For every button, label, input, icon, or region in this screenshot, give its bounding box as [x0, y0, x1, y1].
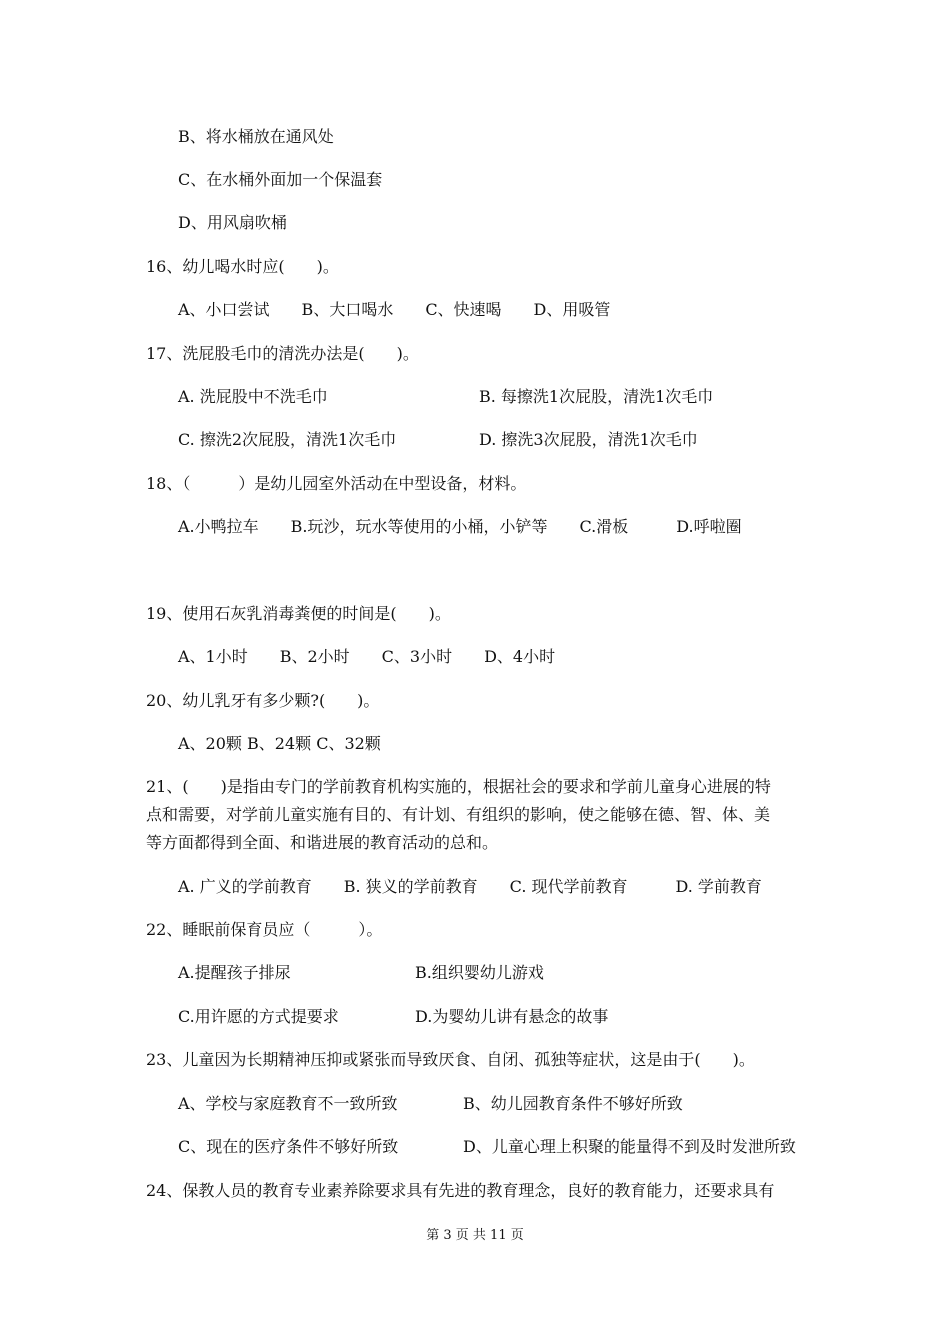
- question-22: 22、睡眠前保育员应（ ）。: [146, 920, 383, 939]
- option-text: C、在水桶外面加一个保温套: [178, 170, 383, 189]
- page-footer: 第 3 页 共 11 页: [426, 1228, 524, 1243]
- option-text: C. 擦洗2次屁股，清洗1次毛巾: [178, 430, 397, 449]
- option-text: A.提醒孩子排尿: [178, 963, 291, 982]
- question-23: 23、儿童因为长期精神压抑或紧张而导致厌食、自闭、孤独等症状，这是由于( )。: [146, 1050, 755, 1069]
- question-20: 20、幼儿乳牙有多少颗?( )。: [146, 691, 380, 710]
- question-21-cont: 等方面都得到全面、和谐进展的教育活动的总和。: [146, 833, 499, 852]
- question-18: 18、（ ）是幼儿园室外活动在中型设备，材料。: [146, 474, 527, 493]
- question-21-cont: 点和需要，对学前儿童实施有目的、有计划、有组织的影响，使之能够在德、智、体、美: [146, 805, 771, 824]
- question-19: 19、使用石灰乳消毒粪便的时间是( )。: [146, 604, 451, 623]
- options-16: A、小口尝试 B、大口喝水 C、快速喝 D、用吸管: [178, 300, 611, 319]
- option-text: C、现在的医疗条件不够好所致: [178, 1137, 399, 1156]
- option-text: B、幼儿园教育条件不够好所致: [463, 1094, 683, 1113]
- question-16: 16、幼儿喝水时应( )。: [146, 257, 339, 276]
- option-text: D、儿童心理上积聚的能量得不到及时发泄所致: [463, 1137, 796, 1156]
- option-text: C.用许愿的方式提要求: [178, 1007, 339, 1026]
- options-21: A. 广义的学前教育 B. 狭义的学前教育 C. 现代学前教育 D. 学前教育: [178, 877, 762, 896]
- question-21: 21、( )是指由专门的学前教育机构实施的，根据社会的要求和学前儿童身心进展的特: [146, 777, 771, 796]
- option-text: D、用风扇吹桶: [178, 213, 287, 232]
- options-19: A、1小时 B、2小时 C、3小时 D、4小时: [178, 647, 556, 666]
- options-18: A.小鸭拉车 B.玩沙，玩水等使用的小桶，小铲等 C.滑板 D.呼啦圈: [178, 517, 742, 536]
- option-text: B. 每擦洗1次屁股，清洗1次毛巾: [479, 387, 714, 406]
- option-text: B、将水桶放在通风处: [178, 127, 334, 146]
- options-20: A、20颗 B、24颗 C、32颗: [178, 734, 381, 753]
- question-17: 17、洗屁股毛巾的清洗办法是( )。: [146, 344, 419, 363]
- option-text: A、学校与家庭教育不一致所致: [178, 1094, 398, 1113]
- option-text: B.组织婴幼儿游戏: [415, 963, 544, 982]
- option-text: A. 洗屁股中不洗毛巾: [178, 387, 328, 406]
- option-text: D.为婴幼儿讲有悬念的故事: [415, 1007, 609, 1026]
- option-text: D. 擦洗3次屁股，清洗1次毛巾: [479, 430, 698, 449]
- question-24: 24、保教人员的教育专业素养除要求具有先进的教育理念，良好的教育能力，还要求具有: [146, 1181, 775, 1200]
